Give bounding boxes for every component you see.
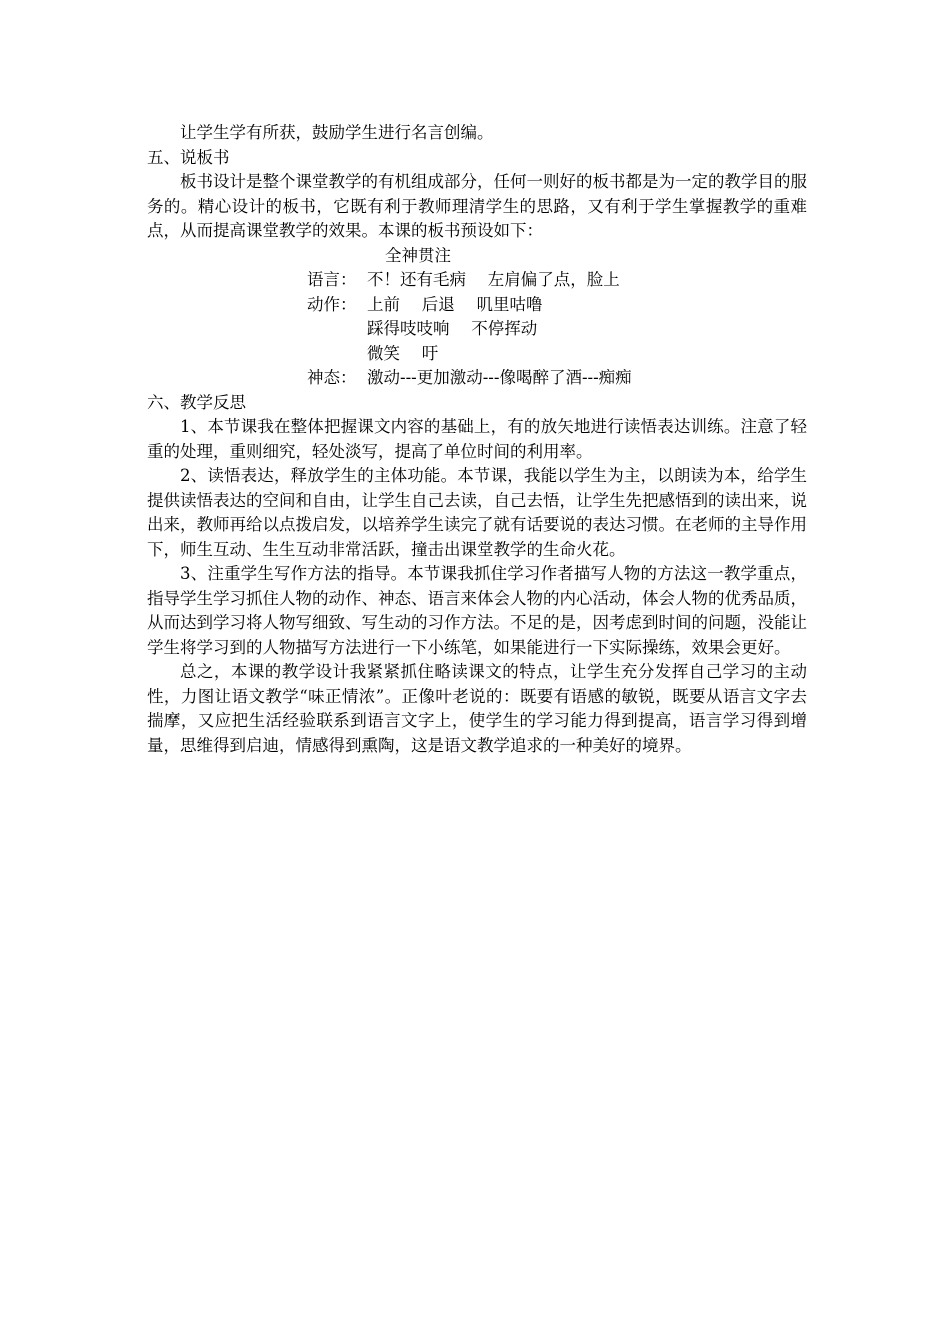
board-row-label: 神态： (307, 368, 357, 387)
board-row (147, 268, 807, 293)
board-row (147, 293, 807, 318)
board-row-content: 踩得吱吱响 不停挥动 (367, 319, 538, 338)
board-row-content: 上前 后退 叽里咕噜 (367, 294, 543, 314)
continuation-paragraph: 让学生学有所获，鼓励学生进行名言创编。 (180, 123, 494, 142)
blackboard-design (147, 244, 807, 391)
board-row-content: 不！还有毛病 左肩偏了点，脸上 (367, 270, 620, 289)
board-row-content: 激动---更加激动---像喝醉了酒---痴痴 (367, 368, 632, 387)
board-row (147, 366, 807, 391)
document-page (147, 121, 807, 758)
board-title: 全神贯注 (385, 245, 451, 265)
board-row-label: 动作： (307, 294, 357, 314)
summary-paragraph: 总之，本课的教学设计我紧紧抓住略读课文的特点，让学生充分发挥自己学习的主动性，力图让语文教学“味正情浓”。正像叶老说的：既要有语感的敏锐，既要从语言文字去揣摩，又应把生活经验联系到语言文字上，使学生的学习能力得到提高，语言学习得到增量，思维得到启迪，情感得到熏陶，这是语文教学追求的一种美好的境界。 (147, 662, 807, 755)
section5-heading: 五、说板书 (147, 147, 230, 167)
reflection-paragraph-2: 2、读悟表达，释放学生的主体功能。本节课，我能以学生为主，以朗读为本，给学生提供读悟表达的空间和自由，让学生自己去读，自己去悟，让学生先把感悟到的读出来，说出来，教师再给以点拨启发，以培养学生读完了就有话要说的表达习惯。在老师的主导作用下，师生互动、生生互动非常活跃，撞击出课堂教学的生命火花。 (147, 466, 807, 559)
section6-heading: 六、教学反思 (147, 392, 246, 412)
board-row-label (307, 317, 367, 342)
board-row (147, 342, 807, 367)
board-intro-paragraph: 板书设计是整个课堂教学的有机组成部分，任何一则好的板书都是为一定的教学目的服务的。精心设计的板书，它既有利于教师理清学生的思路，又有利于学生掌握教学的重难点，从而提高课堂教学的效果。本课的板书预设如下： (147, 172, 807, 240)
board-row-label: 语言： (307, 270, 357, 289)
board-row-label (307, 342, 367, 367)
reflection-paragraph-1: 1、本节课我在整体把握课文内容的基础上，有的放矢地进行读悟表达训练。注意了轻重的处理，重则细究，轻处淡写，提高了单位时间的利用率。 (147, 417, 807, 461)
board-row-content: 微笑 吁 (367, 343, 439, 363)
board-row (147, 317, 807, 342)
reflection-paragraph-3: 3、注重学生写作方法的指导。本节课我抓住学习作者描写人物的方法这一教学重点，指导学生学习抓住人物的动作、神态、语言来体会人物的内心活动，体会人物的优秀品质，从而达到学习将人物写细致、写生动的习作方法。不足的是，因考虑到时间的问题，没能让学生将学习到的人物描写方法进行一下小练笔，如果能进行一下实际操练，效果会更好。 (147, 564, 807, 657)
